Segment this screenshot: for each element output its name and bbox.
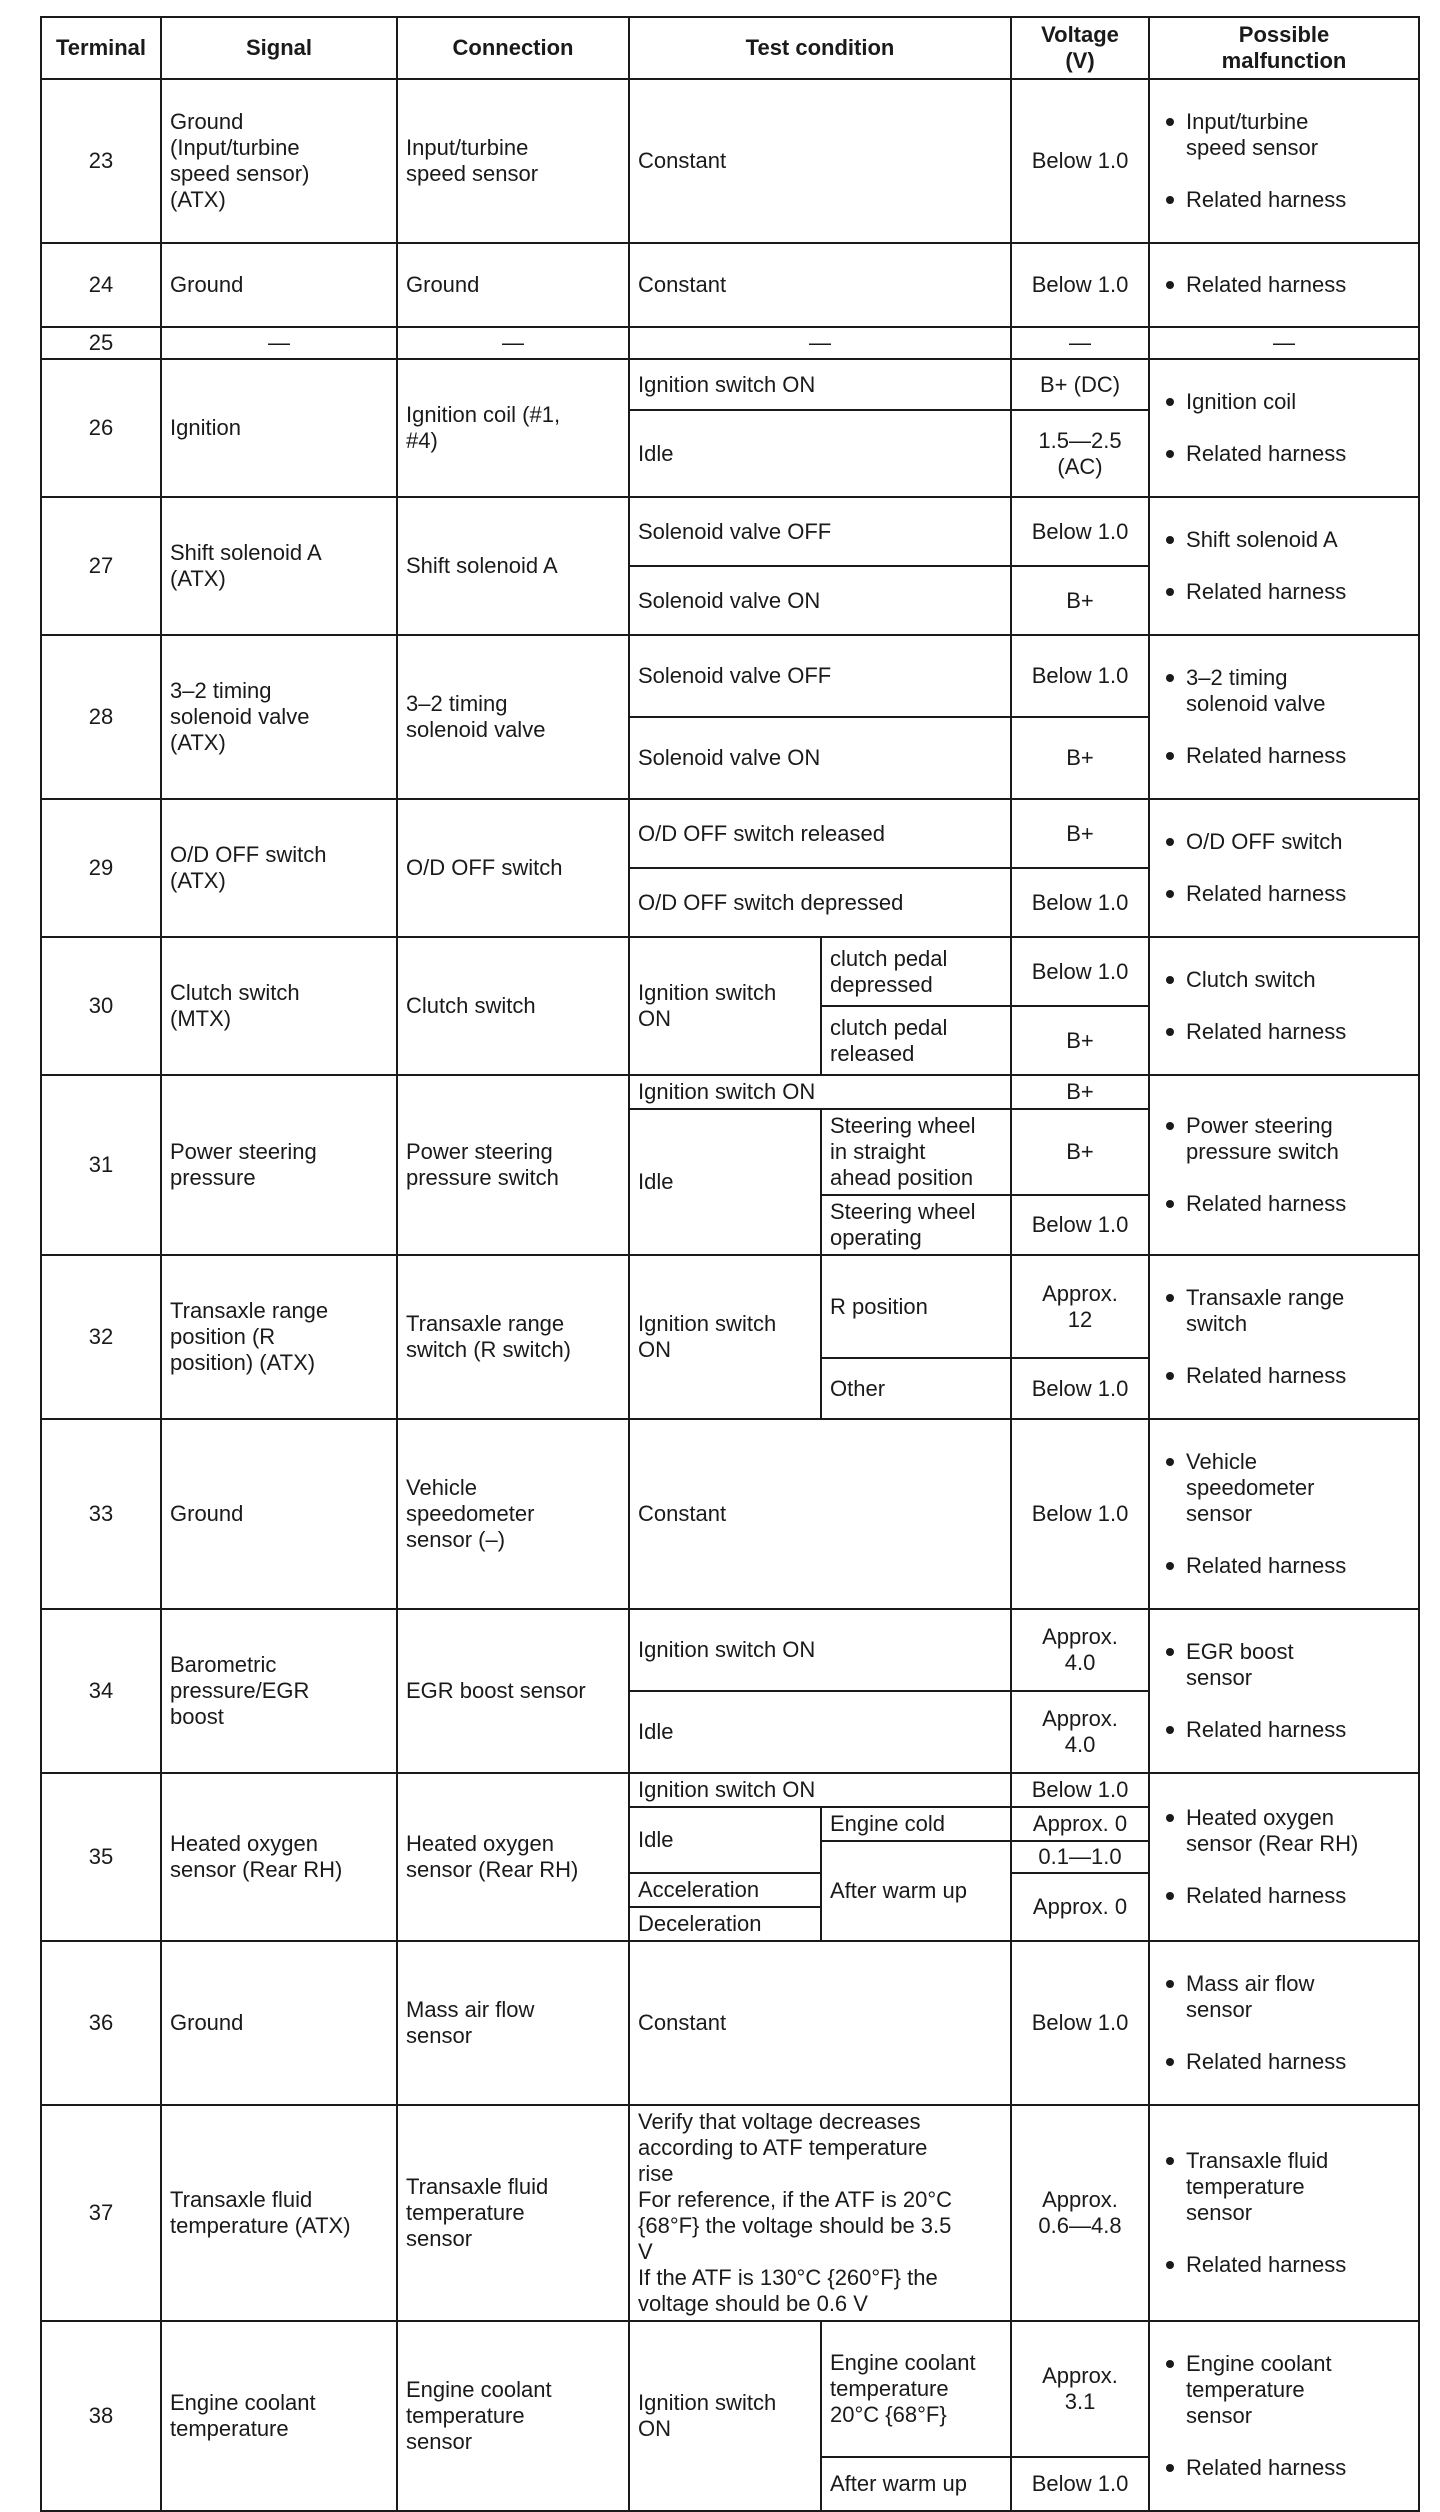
malfunction-cell (1149, 359, 1419, 497)
signal-cell: Ignition (161, 359, 397, 497)
malfunction-list (1158, 501, 1410, 631)
terminal-cell: 37 (41, 2105, 161, 2321)
voltage-cell: Below 1.0 (1011, 1195, 1149, 1255)
malfunction-item: EGR boost sensor (1158, 1639, 1410, 1691)
signal-cell: Transaxle fluid temperature (ATX) (161, 2105, 397, 2321)
voltage-cell: Below 1.0 (1011, 1941, 1149, 2105)
malfunction-list (1158, 803, 1410, 933)
test-condition-cell: Constant (629, 79, 1011, 243)
test-condition-cell: Solenoid valve ON (629, 717, 1011, 799)
voltage-cell: Below 1.0 (1011, 635, 1149, 717)
test-condition-cell: Solenoid valve OFF (629, 635, 1011, 717)
terminal-cell: 31 (41, 1075, 161, 1255)
signal-cell: Ground (Input/turbine speed sensor) (ATX) (161, 79, 397, 243)
terminal-cell: 30 (41, 937, 161, 1075)
voltage-cell: Approx. 0 (1011, 1873, 1149, 1941)
test-subcondition-cell: Engine cold (821, 1807, 1011, 1841)
connection-cell: Engine coolant temperature sensor (397, 2321, 629, 2511)
connection-cell: Heated oxygen sensor (Rear RH) (397, 1773, 629, 1941)
malfunction-list (1158, 1087, 1410, 1243)
malfunction-item: O/D OFF switch (1158, 829, 1410, 855)
malfunction-item: Clutch switch (1158, 967, 1410, 993)
header-terminal: Terminal (41, 17, 161, 79)
malfunction-item: Related harness (1158, 1019, 1410, 1045)
malfunction-cell: — (1149, 327, 1419, 359)
malfunction-item: Mass air flow sensor (1158, 1971, 1410, 2023)
malfunction-cell (1149, 799, 1419, 937)
test-condition-cell: Constant (629, 243, 1011, 327)
test-subcondition-cell: After warm up (821, 2457, 1011, 2511)
voltage-cell: Approx. 0.6—4.8 (1011, 2105, 1149, 2321)
connection-cell: Ground (397, 243, 629, 327)
malfunction-item: Related harness (1158, 1883, 1410, 1909)
table-row (41, 1419, 1419, 1609)
test-subcondition-cell: Engine coolant temperature 20°C {68°F} (821, 2321, 1011, 2457)
voltage-cell: Below 1.0 (1011, 1773, 1149, 1807)
voltage-cell: Below 1.0 (1011, 1419, 1149, 1609)
malfunction-list (1158, 1259, 1410, 1415)
voltage-cell: B+ (1011, 1006, 1149, 1075)
terminal-cell: 26 (41, 359, 161, 497)
voltage-cell: 1.5—2.5 (AC) (1011, 410, 1149, 497)
table-row (41, 799, 1419, 868)
malfunction-list (1158, 1613, 1410, 1769)
signal-cell: Ground (161, 1941, 397, 2105)
voltage-cell: Below 1.0 (1011, 79, 1149, 243)
test-subcondition-cell: Other (821, 1358, 1011, 1419)
test-condition-cell: — (629, 327, 1011, 359)
table-row (41, 1941, 1419, 2105)
voltage-cell: B+ (1011, 566, 1149, 635)
voltage-cell: Below 1.0 (1011, 497, 1149, 566)
voltage-cell: B+ (DC) (1011, 359, 1149, 410)
malfunction-item: Related harness (1158, 2252, 1410, 2278)
test-condition-cell: Acceleration (629, 1873, 821, 1907)
voltage-cell: 0.1—1.0 (1011, 1841, 1149, 1873)
voltage-cell: Below 1.0 (1011, 937, 1149, 1006)
test-condition-cell: Deceleration (629, 1907, 821, 1941)
test-condition-cell: Constant (629, 1941, 1011, 2105)
test-condition-cell: Constant (629, 1419, 1011, 1609)
malfunction-cell (1149, 1609, 1419, 1773)
test-condition-cell: Solenoid valve OFF (629, 497, 1011, 566)
connection-cell: O/D OFF switch (397, 799, 629, 937)
voltage-cell: Below 1.0 (1011, 868, 1149, 937)
signal-cell: Barometric pressure/EGR boost (161, 1609, 397, 1773)
voltage-cell: Approx. 4.0 (1011, 1691, 1149, 1773)
signal-cell: 3–2 timing solenoid valve (ATX) (161, 635, 397, 799)
header-possible-malfunction: Possible malfunction (1149, 17, 1419, 79)
malfunction-cell (1149, 2105, 1419, 2321)
voltage-cell: Below 1.0 (1011, 1358, 1149, 1419)
header-row (41, 17, 1419, 79)
malfunction-cell (1149, 2321, 1419, 2511)
malfunction-item: Related harness (1158, 1191, 1410, 1217)
ecu-terminal-table-page (40, 16, 1418, 2512)
malfunction-cell (1149, 1255, 1419, 1419)
malfunction-list (1158, 2122, 1410, 2304)
test-condition-cell: Verify that voltage decreases according to ATF temperature rise For reference, if the ATF is 20°C {68°F} the voltage should be 3.5 V If the ATF is 130°C {260°F} the voltage should be 0.6 V (629, 2105, 1011, 2321)
voltage-cell: B+ (1011, 799, 1149, 868)
test-condition-cell: Idle (629, 1691, 1011, 1773)
voltage-cell: Below 1.0 (1011, 2457, 1149, 2511)
malfunction-list (1158, 2325, 1410, 2507)
malfunction-item: Related harness (1158, 743, 1410, 769)
test-condition-cell: Solenoid valve ON (629, 566, 1011, 635)
test-subcondition-cell: clutch pedal depressed (821, 937, 1011, 1006)
signal-cell: Ground (161, 243, 397, 327)
voltage-cell: B+ (1011, 1109, 1149, 1195)
table-row (41, 243, 1419, 327)
malfunction-item: Transaxle fluid temperature sensor (1158, 2148, 1410, 2226)
voltage-cell: Approx. 12 (1011, 1255, 1149, 1358)
table-row (41, 2321, 1419, 2457)
table-row (41, 1609, 1419, 1691)
connection-cell: — (397, 327, 629, 359)
terminal-cell: 25 (41, 327, 161, 359)
header-signal: Signal (161, 17, 397, 79)
malfunction-list (1158, 246, 1410, 324)
malfunction-cell (1149, 79, 1419, 243)
table-row (41, 79, 1419, 243)
table-row (41, 359, 1419, 410)
malfunction-cell (1149, 1773, 1419, 1941)
test-condition-cell: Ignition switch ON (629, 359, 1011, 410)
malfunction-item: Input/turbine speed sensor (1158, 109, 1410, 161)
voltage-cell: Approx. 4.0 (1011, 1609, 1149, 1691)
malfunction-list (1158, 363, 1410, 493)
terminal-cell: 36 (41, 1941, 161, 2105)
connection-cell: Transaxle range switch (R switch) (397, 1255, 629, 1419)
test-condition-cell: Ignition switch ON (629, 1255, 821, 1419)
malfunction-item: Related harness (1158, 1717, 1410, 1743)
malfunction-cell (1149, 1075, 1419, 1255)
malfunction-item: Power steering pressure switch (1158, 1113, 1410, 1165)
terminal-cell: 29 (41, 799, 161, 937)
table-row (41, 2105, 1419, 2321)
test-subcondition-cell: After warm up (821, 1841, 1011, 1941)
malfunction-cell (1149, 937, 1419, 1075)
connection-cell: Ignition coil (#1, #4) (397, 359, 629, 497)
malfunction-item: Related harness (1158, 441, 1410, 467)
test-condition-cell: Idle (629, 1807, 821, 1873)
malfunction-item: Shift solenoid A (1158, 527, 1410, 553)
voltage-cell: Below 1.0 (1011, 243, 1149, 327)
terminal-cell: 34 (41, 1609, 161, 1773)
malfunction-item: Related harness (1158, 2049, 1410, 2075)
malfunction-list (1158, 83, 1410, 239)
test-subcondition-cell: clutch pedal released (821, 1006, 1011, 1075)
voltage-cell: — (1011, 327, 1149, 359)
malfunction-item: Related harness (1158, 2455, 1410, 2481)
malfunction-item: Related harness (1158, 1363, 1410, 1389)
table-row (41, 1773, 1419, 1807)
signal-cell: Clutch switch (MTX) (161, 937, 397, 1075)
terminal-cell: 28 (41, 635, 161, 799)
malfunction-item: 3–2 timing solenoid valve (1158, 665, 1410, 717)
terminal-cell: 38 (41, 2321, 161, 2511)
test-condition-cell: Ignition switch ON (629, 937, 821, 1075)
malfunction-item: Engine coolant temperature sensor (1158, 2351, 1410, 2429)
voltage-cell: B+ (1011, 1075, 1149, 1109)
connection-cell: Clutch switch (397, 937, 629, 1075)
table-row (41, 1255, 1419, 1358)
test-condition-cell: O/D OFF switch depressed (629, 868, 1011, 937)
signal-cell: — (161, 327, 397, 359)
header-voltage: Voltage (V) (1011, 17, 1149, 79)
malfunction-cell (1149, 1941, 1419, 2105)
malfunction-list (1158, 639, 1410, 795)
signal-cell: Heated oxygen sensor (Rear RH) (161, 1773, 397, 1941)
malfunction-item: Related harness (1158, 187, 1410, 213)
malfunction-list (1158, 1779, 1410, 1935)
malfunction-item: Related harness (1158, 272, 1410, 298)
voltage-cell: Approx. 3.1 (1011, 2321, 1149, 2457)
ecu-terminal-table (40, 16, 1420, 2512)
malfunction-item: Vehicle speedometer sensor (1158, 1449, 1410, 1527)
test-condition-cell: Idle (629, 410, 1011, 497)
connection-cell: 3–2 timing solenoid valve (397, 635, 629, 799)
table-row (41, 635, 1419, 717)
connection-cell: Input/turbine speed sensor (397, 79, 629, 243)
signal-cell: Transaxle range position (R position) (ATX) (161, 1255, 397, 1419)
test-condition-cell: Ignition switch ON (629, 1609, 1011, 1691)
header-connection: Connection (397, 17, 629, 79)
malfunction-list (1158, 1945, 1410, 2101)
signal-cell: Shift solenoid A (ATX) (161, 497, 397, 635)
malfunction-cell (1149, 635, 1419, 799)
malfunction-item: Related harness (1158, 579, 1410, 605)
connection-cell: Power steering pressure switch (397, 1075, 629, 1255)
test-subcondition-cell: Steering wheel operating (821, 1195, 1011, 1255)
table-row (41, 497, 1419, 566)
test-condition-cell: O/D OFF switch released (629, 799, 1011, 868)
test-condition-cell: Ignition switch ON (629, 1075, 1011, 1109)
connection-cell: Vehicle speedometer sensor (–) (397, 1419, 629, 1609)
signal-cell: Ground (161, 1419, 397, 1609)
signal-cell: O/D OFF switch (ATX) (161, 799, 397, 937)
malfunction-item: Related harness (1158, 1553, 1410, 1579)
test-condition-cell: Ignition switch ON (629, 1773, 1011, 1807)
signal-cell: Engine coolant temperature (161, 2321, 397, 2511)
terminal-cell: 35 (41, 1773, 161, 1941)
table-row (41, 327, 1419, 359)
terminal-cell: 33 (41, 1419, 161, 1609)
table-row (41, 1075, 1419, 1109)
voltage-cell: B+ (1011, 717, 1149, 799)
malfunction-list (1158, 941, 1410, 1071)
signal-cell: Power steering pressure (161, 1075, 397, 1255)
malfunction-item: Heated oxygen sensor (Rear RH) (1158, 1805, 1410, 1857)
voltage-cell: Approx. 0 (1011, 1807, 1149, 1841)
connection-cell: Mass air flow sensor (397, 1941, 629, 2105)
header-test-condition: Test condition (629, 17, 1011, 79)
test-subcondition-cell: Steering wheel in straight ahead position (821, 1109, 1011, 1195)
terminal-cell: 27 (41, 497, 161, 635)
malfunction-item: Transaxle range switch (1158, 1285, 1410, 1337)
test-condition-cell: Ignition switch ON (629, 2321, 821, 2511)
malfunction-cell (1149, 243, 1419, 327)
malfunction-item: Ignition coil (1158, 389, 1410, 415)
connection-cell: Shift solenoid A (397, 497, 629, 635)
table-row (41, 937, 1419, 1006)
test-subcondition-cell: R position (821, 1255, 1011, 1358)
connection-cell: EGR boost sensor (397, 1609, 629, 1773)
terminal-cell: 24 (41, 243, 161, 327)
test-condition-cell: Idle (629, 1109, 821, 1255)
terminal-cell: 32 (41, 1255, 161, 1419)
malfunction-list (1158, 1423, 1410, 1605)
malfunction-cell (1149, 1419, 1419, 1609)
malfunction-cell (1149, 497, 1419, 635)
malfunction-item: Related harness (1158, 881, 1410, 907)
terminal-cell: 23 (41, 79, 161, 243)
connection-cell: Transaxle fluid temperature sensor (397, 2105, 629, 2321)
